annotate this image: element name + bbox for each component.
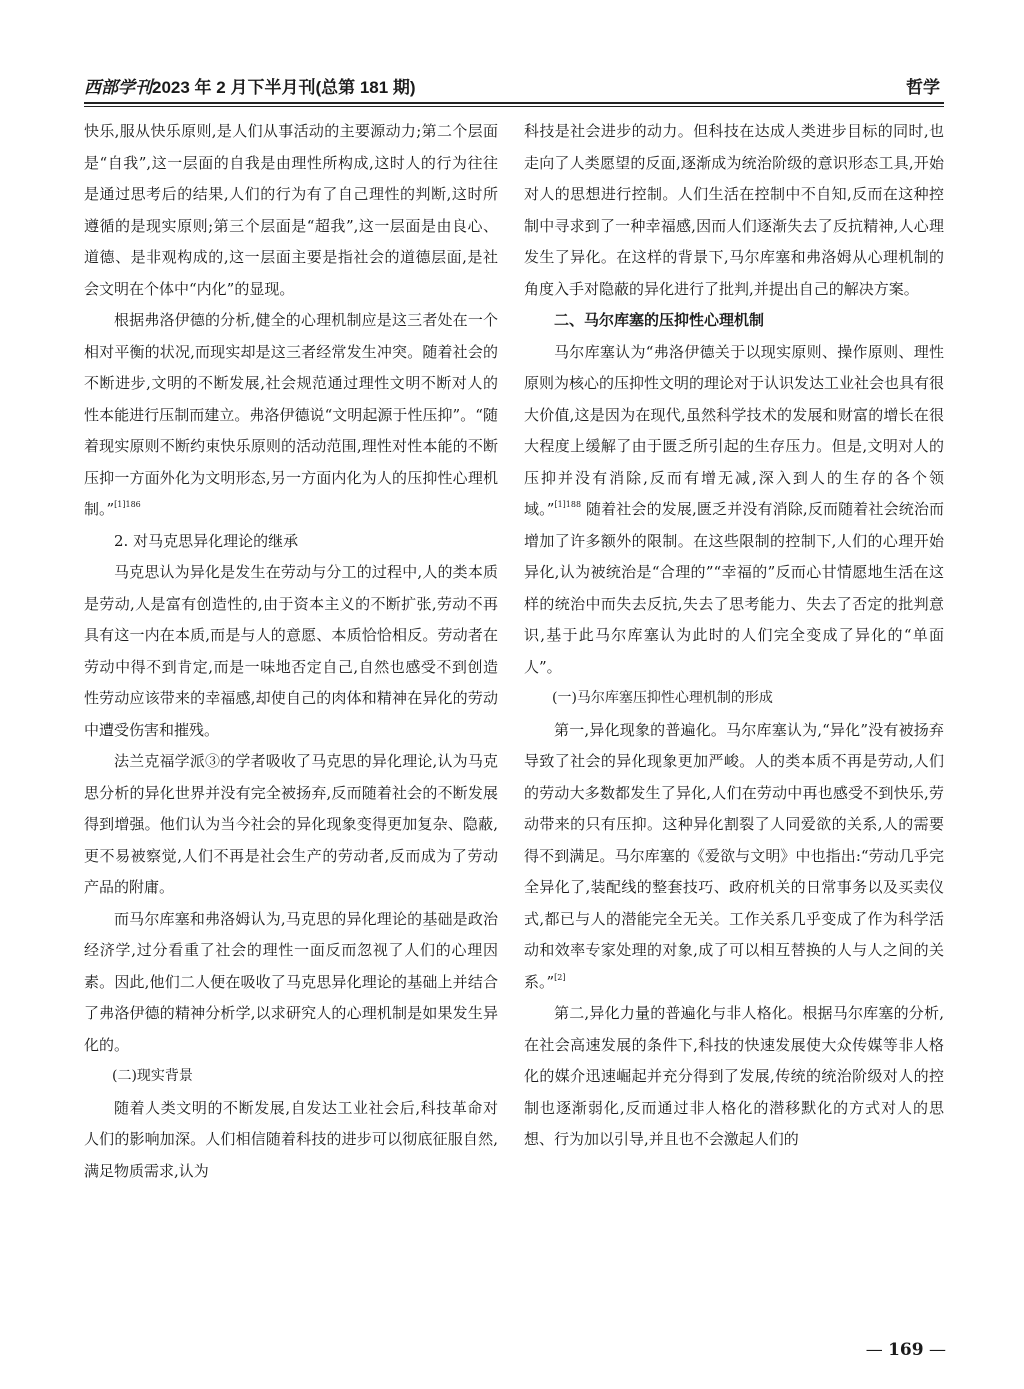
paragraph-text: 马尔库塞认为“弗洛伊德关于以现实原则、操作原则、理性原则为核心的压抑性文明的理论对于认识发达工业社会也具有很大价值,这是因为在现代,虽然科学技术的发展和财富的增长在很大程度上缓解了由于匮乏所引起的生存压力。但是,文明对人的压抑并没有消除,反而有增无减,深入到人的生存的各个领域。” (524, 342, 945, 518)
paragraph (84, 746, 498, 904)
paragraph (524, 715, 944, 999)
header-rule-thin (84, 106, 944, 107)
citation-ref: [1]186 (114, 500, 141, 509)
page-footer: — 169 — (865, 1340, 946, 1360)
journal-title (84, 73, 416, 98)
paragraph-text: 而马尔库塞和弗洛姆认为,马克思的异化理论的基础是政治经济学,过分看重了社会的理性一面反而忽视了人们的心理因素。因此,他们二人便在吸收了马克思异化理论的基础上并结合了弗洛伊德的精神分析学,以求研究人的心理机制是如果发生异化的。 (84, 909, 498, 1054)
citation-ref: [2] (554, 972, 566, 982)
paragraph (524, 116, 944, 305)
citation-ref: [1]188 (554, 500, 582, 509)
section-label: 哲学 (906, 78, 940, 97)
running-header (84, 70, 944, 102)
section-heading (524, 683, 944, 715)
page-number: 169 (888, 1340, 924, 1360)
paragraph (84, 116, 498, 305)
paragraph-text: 第一,异化现象的普遍化。马尔库塞认为,“异化”没有被扬弃导致了社会的异化现象更加严峻。人的类本质不再是劳动,人们的劳动大多数都发生了异化,人们在劳动中再也感受不到快乐,劳动带来的只有压抑。这种异化割裂了人同爱欲的关系,人的需要得不到满足。马尔库塞的《爱欲与文明》中也指出:“劳动几乎完全异化了,装配线的整套技巧、政府机关的日常事务以及买卖仪式,都已与人的潜能完全无关。工作关系几乎变成了作为科学活动和效率专家处理的对象,成了可以相互替换的人与人之间的关系。” (524, 720, 944, 991)
paragraph-text: 第二,异化力量的普遍化与非人格化。根据马尔库塞的分析,在社会高速发展的条件下,科技的快速发展使大众传媒等非人格化的媒介迅速崛起并充分得到了发展,传统的统治阶级对人的控制也逐渐弱化,反而通过非人格化的潜移默化的方式对人的思想、行为加以引导,并且也不会激起人们的 (524, 1004, 944, 1148)
paragraph-text: 根据弗洛伊德的分析,健全的心理机制应是这三者处在一个相对平衡的状况,而现实却是这三者经常发生冲突。随着社会的不断进步,文明的不断发展,社会规范通过理性文明不断对人的性本能进行压制而建立。弗洛伊德说“文明起源于性压抑”。“随着现实原则不断约束快乐原则的活动范围,理性对性本能的不断压抑一方面外化为文明形态,另一方面内化为人的压抑性心理机制。” (84, 311, 498, 518)
issue-info: 2023 年 2 月下半月刊(总第 181 期) (152, 78, 416, 97)
header-rule-thick (84, 102, 944, 104)
paragraph-text: 快乐,服从快乐原则,是人们从事活动的主要源动力;第二个层面是“自我”,这一层面的自我是由理性所构成,这时人的行为往往是通过思考后的结果,人们的行为有了自己理性的判断,这时所遵循的是现实原则;第三个层面是“超我”,这一层面是由良心、道德、是非观构成的,这一层面主要是指社会的道德层面,是社会文明在个体中“内化”的显现。 (84, 122, 498, 298)
right-column (524, 116, 944, 1156)
section-heading (84, 1061, 498, 1093)
paragraph (84, 1093, 498, 1188)
paragraph-text: 二、马尔库塞的压抑性心理机制 (554, 312, 765, 329)
paragraph-text: (一)马尔库塞压抑性心理机制的形成 (552, 690, 773, 706)
left-column (84, 116, 498, 1187)
paragraph-text: 科技是社会进步的动力。但科技在达成人类进步目标的同时,也走向了人类愿望的反面,逐渐成为统治阶级的意识形态工具,开始对人的思想进行控制。人们生活在控制中不自知,反而在这种控制中寻求到了一种幸福感,因而人们逐渐失去了反抗精神,人心理发生了异化。在这样的背景下,马尔库塞和弗洛姆从心理机制的角度入手对隐蔽的异化进行了批判,并提出自己的解决方案。 (524, 122, 944, 298)
paragraph (524, 337, 944, 684)
section-heading (524, 305, 944, 337)
paragraph (84, 904, 498, 1062)
paragraph (524, 998, 944, 1156)
paragraph-text-cont: 随着社会的发展,匮乏并没有消除,反而随着社会统治而增加了许多额外的限制。在这些限制的控制下,人们的心理开始异化,认为被统治是“合理的”“幸福的”反而心甘情愿地生活在这样的统治中而失去反抗,失去了思考能力、失去了否定的批判意识,基于此马尔库塞认为此时的人们完全变成了异化的“单面人”。 (524, 500, 945, 676)
paragraph-text: 法兰克福学派③的学者吸收了马克思的异化理论,认为马克思分析的异化世界并没有完全被扬弃,反而随着社会的不断发展得到增强。他们认为当今社会的异化现象变得更加复杂、隐蔽,更不易被察觉,人们不再是社会生产的劳动者,反而成为了劳动产品的附庸。 (84, 752, 498, 896)
journal-logo: 西部学刊 (84, 78, 152, 98)
section-heading (84, 526, 498, 558)
paragraph-text: (二)现实背景 (112, 1068, 193, 1084)
paragraph-text: 马克思认为异化是发生在劳动与分工的过程中,人的类本质是劳动,人是富有创造性的,由于资本主义的不断扩张,劳动不再具有这一内在本质,而是与人的意愿、本质恰恰相反。劳动者在劳动中得不到肯定,而是一味地否定自己,自然也感受不到创造性劳动应该带来的幸福感,却使自己的肉体和精神在异化的劳动中遭受伤害和摧残。 (84, 563, 498, 739)
paragraph-text: 2. 对马克思异化理论的继承 (114, 531, 299, 550)
paragraph (84, 305, 498, 526)
paragraph (84, 557, 498, 746)
paragraph-text: 随着人类文明的不断发展,自发达工业社会后,科技革命对人们的影响加深。人们相信随着科技的进步可以彻底征服自然,满足物质需求,认为 (84, 1098, 498, 1180)
